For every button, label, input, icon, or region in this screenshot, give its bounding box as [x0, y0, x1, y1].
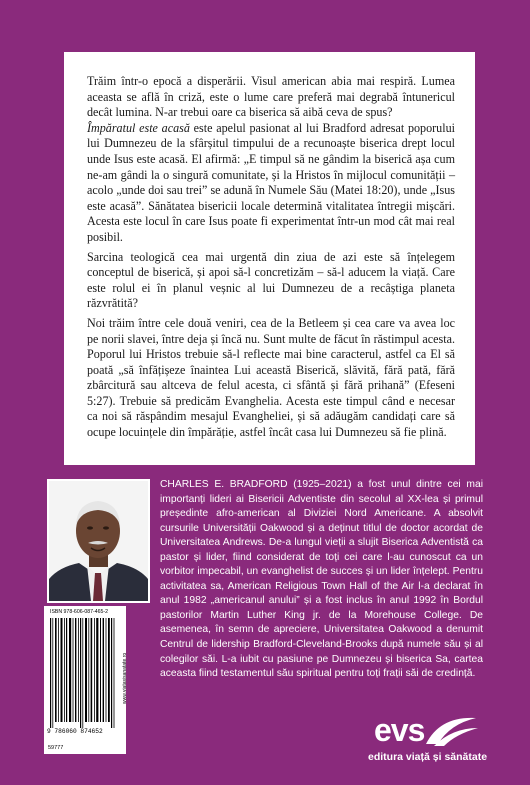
blurb-paragraph-2-text: este apelul pasionat al lui Bradford adresat poporului lui Dumnezeu de la sfârșitul timpului de a recunoaște biserica drept locul unde Isus este acasă. El afirmă: „E timpul să ne gândim la biserică așa cum ne-am gândi la o singură comunitate, și la Hristos în mijlocul comunității – acolo „unde doi sau trei” se adună în Numele Său (Matei 18:20), unde „Isus este acasă”. Sănătatea bisericii locale determină vitalitatea întregii mișcări. Acesta este locul în care Isus poate fi experimentat într-un mod cât mai real posibil. — [87, 120, 455, 244]
barcode-image — [48, 618, 118, 738]
publisher-logo — [368, 714, 508, 770]
isbn-label: ISBN 978-606-087-465-2 — [50, 609, 108, 615]
author-photo — [47, 479, 150, 603]
blurb-paragraph-1: Trăim într-o epocă a disperării. Visul american abia mai respiră. Lumea aceasta se află în criză, este o lume care preferă mai degrabă întunericul decât lumina. N-ar trebui oare ca biserica să aibă ceva de spus? — [87, 74, 455, 120]
blurb-paragraph-3: Sarcina teologică cea mai urgentă din ziua de azi este să înțelegem conceptul de biserică, și apoi să-l concretizăm – să-l aducem la viață. Care este rolul ei în planul veșnic al lui Dumnezeu de a recâștiga planeta răzvrătită? — [87, 249, 455, 311]
author-portrait-image — [49, 481, 148, 601]
barcode-area — [44, 606, 126, 754]
publisher-name: editura viață și sănătate — [368, 751, 488, 763]
price-code: 59777 — [48, 745, 64, 751]
author-bio: CHARLES E. BRADFORD (1925–2021) a fost unul dintre cei mai importanți lideri ai Bisericii Adventiste din secolul al XX-lea și primul președinte afro-american al Diviziei Nord Americane. A absolvit cursurile Universității Oakwood și a deținut titlul de doctor acordat de Universitatea Andrews. De-a lungul vieții a slujit Biserica Adventistă ca pastor și lider, fiind considerat de toți cei care l-au cunoscut ca un vorbitor impecabil, un evanghelist de succes și un lider înțelept. Pentru activitatea sa, American Religious Town Hall of the Air l-a declarat în anul 1982 „americanul anului” și a fost inclus în anul 1992 în Bordul pastorilor Martin Luther King jr. de la Morehouse College. De asemenea, în semn de apreciere, Universitatea Oakwood a denumit Centrul de lidership Bradford-Cleveland-Brooks după numele său și al colegilor săi. L-a iubit cu pasiune pe Dumnezeu și biserica Sa, cartea aceasta fiind testamentul său spiritual pentru toți frații săi de credință. — [160, 479, 483, 680]
back-cover-blurb — [87, 74, 455, 441]
blurb-paragraph-4: Noi trăim între cele două veniri, cea de la Betleem și cea care va avea loc pe norii slavei, între deja și încă nu. Sunt multe de făcut în răstimpul acesta. Poporul lui Hristos trebuie să-l reflecte mai bine caracterul, astfel ca El să poată „să înfățișeze înaintea Lui această Biserică, slăvită, fără pată, fără zbârcitură sau altceva de felul acesta, ci sfântă și fără prihană” (Efeseni 5:27). Trebuie să predicăm Evanghelia. Acesta este timpul când e necesar ca noi să răspândim mesajul Evangheliei, și să adăugăm candidați care să ocupe locuințele din împărăție, astfel încât casa lui Dumnezeu să fie plină. — [87, 315, 455, 440]
logo-mark: evs — [374, 712, 425, 748]
barcode-number: 9 786060 874652 — [47, 728, 103, 735]
logo-swoosh-icon — [424, 714, 480, 748]
blurb-paragraph-2 — [87, 121, 455, 246]
book-title-italic: Împăratul este acasă — [87, 120, 190, 135]
publisher-url: www.viatasisanatate.ro — [122, 652, 128, 704]
